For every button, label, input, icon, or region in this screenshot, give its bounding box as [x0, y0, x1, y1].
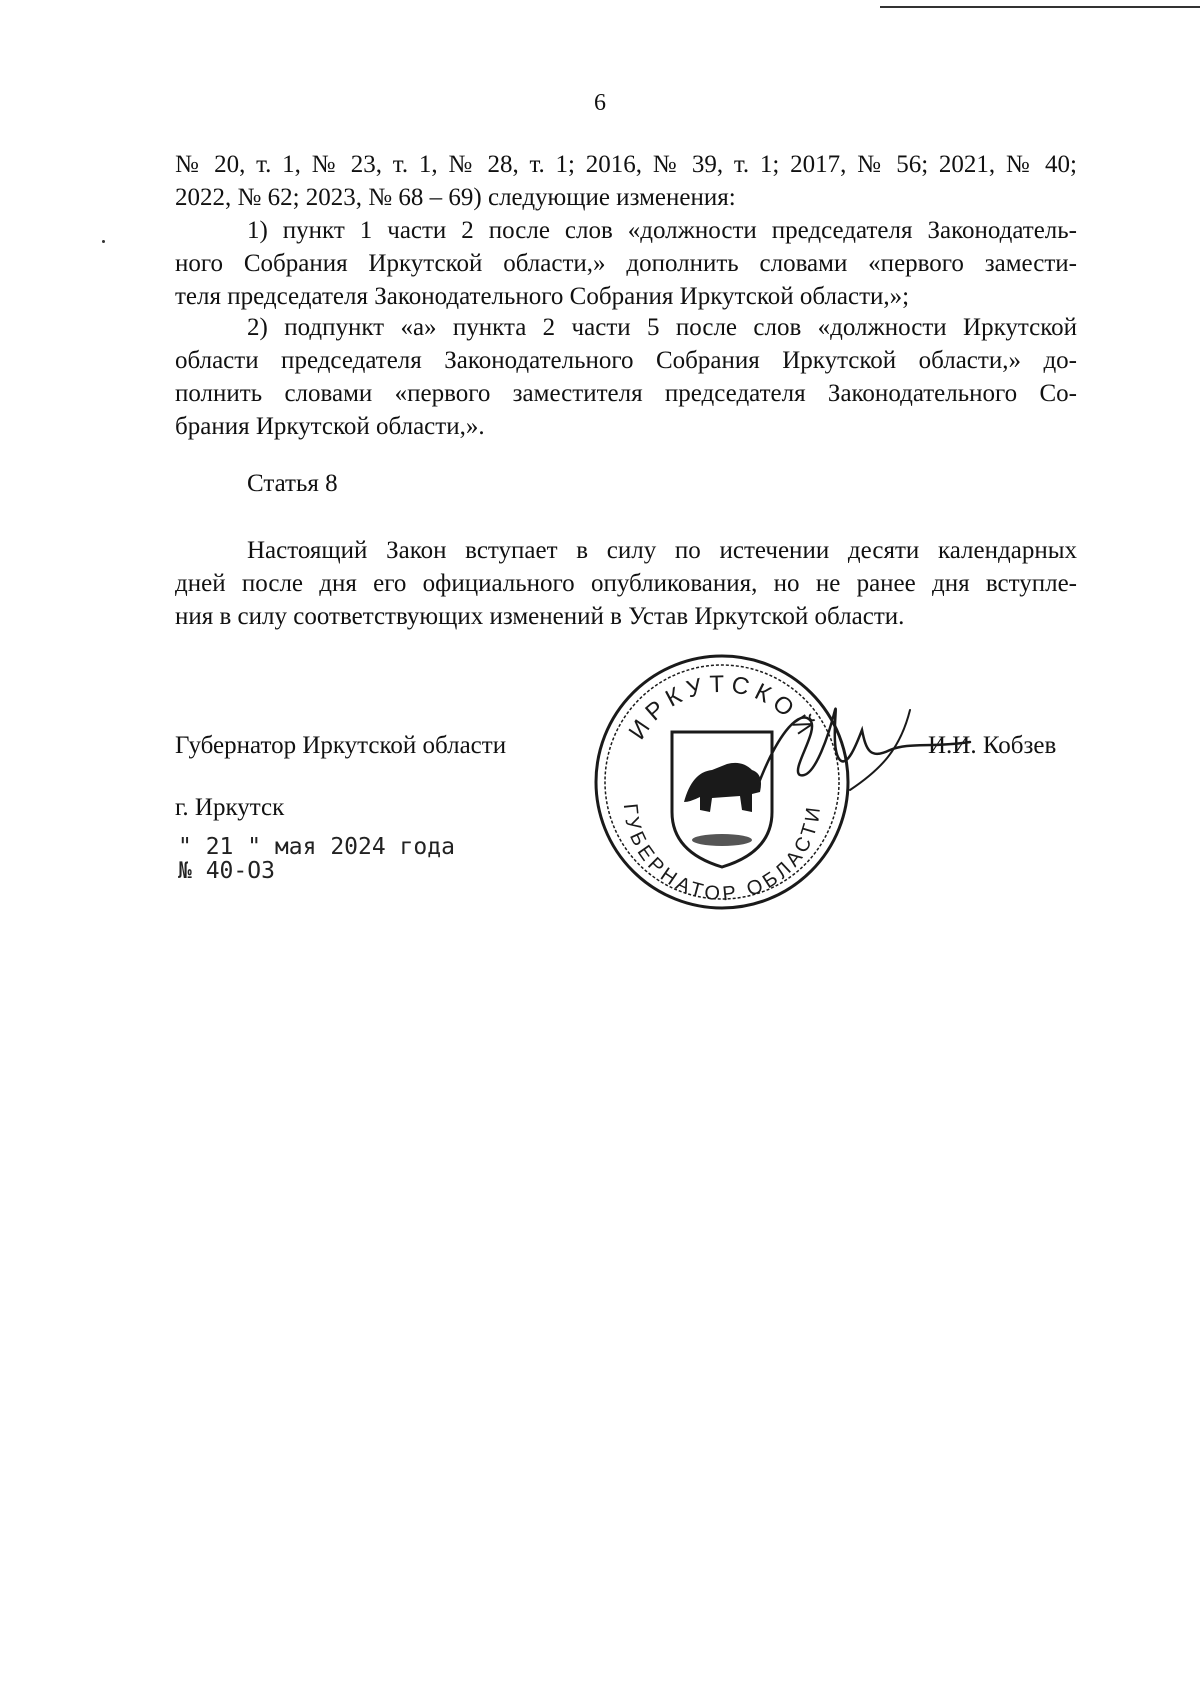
- scan-speck: [102, 240, 105, 243]
- article-8-line-2: дней после дня его официального опубликования, но не ранее дня вступле-: [175, 570, 1077, 597]
- article-8-line-1: Настоящий Закон вступает в силу по истечении десяти календарных: [247, 537, 1077, 564]
- paragraph-3-line-1: 2) подпункт «а» пункта 2 части 5 после слов «должности Иркутской: [247, 314, 1077, 341]
- paragraph-3-line-2: области председателя Законодательного Собрания Иркутской области,» до-: [175, 347, 1077, 374]
- signatory-title: Губернатор Иркутской области: [175, 732, 507, 759]
- paragraph-2: [175, 214, 1077, 313]
- article-heading: Статья 8: [247, 470, 338, 497]
- article-8-line-3: ния в силу соответствующих изменений в Устав Иркутской области.: [175, 603, 905, 630]
- paragraph-2-line-1: 1) пункт 1 части 2 после слов «должности председателя Законодатель-: [247, 217, 1077, 244]
- seal-top-text: ИРКУТСКОЙ: [623, 670, 821, 745]
- paragraph-2-line-3: теля председателя Законодательного Собрания Иркутской области,»;: [175, 283, 910, 310]
- top-border-line: [880, 6, 1200, 8]
- seal-bottom-text: ГУБЕРНАТОР ОБЛАСТИ: [618, 802, 826, 906]
- paragraph-3-line-3: полнить словами «первого заместителя председателя Законодательного Со-: [175, 380, 1077, 407]
- paragraph-3-line-4: брания Иркутской области,».: [175, 413, 485, 440]
- paragraph-2-line-2: ного Собрания Иркутской области,» дополнить словами «первого замести-: [175, 250, 1077, 277]
- handwritten-signature-icon: [740, 690, 980, 800]
- law-number: № 40-ОЗ: [178, 858, 275, 884]
- article-8-text: [175, 534, 1077, 633]
- paragraph-1-line-1: № 20, т. 1, № 23, т. 1, № 28, т. 1; 2016, № 39, т. 1; 2017, № 56; 2021, № 40;: [175, 151, 1077, 178]
- signing-city: г. Иркутск: [175, 794, 285, 821]
- paragraph-1: [175, 148, 1077, 214]
- paragraph-3: [175, 311, 1077, 443]
- signing-date: " 21 " мая 2024 года: [178, 834, 455, 860]
- paragraph-1-line-2: 2022, № 62; 2023, № 68 – 69) следующие изменения:: [175, 184, 736, 211]
- page-number: 6: [594, 90, 606, 116]
- seal-ribbon-icon: [692, 834, 752, 846]
- signatory-name: И.И. Кобзев: [928, 732, 1057, 759]
